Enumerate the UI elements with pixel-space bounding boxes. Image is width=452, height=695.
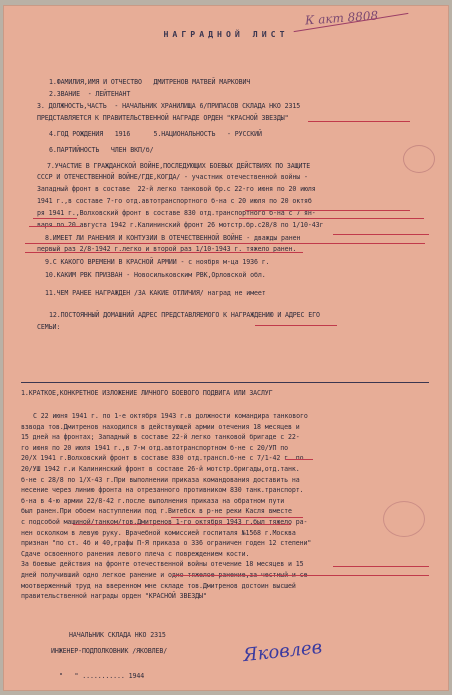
- header-field-h2: 2.ЗВАНИЕ - ЛЕЙТЕНАНТ: [49, 90, 131, 98]
- faint-stamp: [383, 501, 425, 537]
- underline-front-1: [245, 210, 410, 211]
- separator-line: [21, 382, 429, 383]
- underline-front-2: [33, 218, 77, 219]
- signatory-name: ИНЖЕНЕР-ПОДПОЛКОВНИК /ЯКОВЛЕВ/: [51, 647, 168, 655]
- header-field-h9: 9.С КАКОГО ВРЕМЕНИ В КРАСНОЙ АРМИИ - с ноября м-ца 1936 г.: [45, 258, 270, 266]
- header-field-h12: 12.ПОСТОЯННЫЙ ДОМАШНИЙ АДРЕС ПРЕДСТАВЛЯЕМОГО К НАГРАЖДЕНИЮ И АДРЕС ЕГО: [49, 311, 320, 319]
- merit-line: признан "по ст. 4б и 40,графы П-Я приказа о 336 ограничен годен 12 степени": [21, 539, 312, 548]
- header-field-h7e: ря 1941 г.,Волховский фронт в составе 830 отд.транспортного б-на с 7 ян-: [37, 209, 316, 217]
- merit-line: го июня по 20 июля 1941 г.,в 7-м отд.автотранспортном б-не с 20/УП по: [21, 443, 289, 452]
- merit-line: 20/УШ 1942 г.и Калининский фронт в составе 26-й мотстр.бригады,отд.танк.: [21, 465, 300, 473]
- header-field-h7b: СССР И ОТЕЧЕСТВЕННОЙ ВОЙНЕ/ГДЕ,КОГДА/ - участник отечественной войны -: [37, 173, 308, 181]
- underline-body-5: [173, 575, 429, 576]
- merit-line: был ранен.При обоем наступлении под г.Витебск в р-не реки Касля вместе: [21, 507, 292, 516]
- merit-line: правительственной награды орден "КРАСНОЙ ЗВЕЗДЫ": [21, 592, 207, 601]
- header-field-h8: 8.ИМЕЕТ ЛИ РАНЕНИЯ И КОНТУЗИИ В ОТЕЧЕСТВЕННОЙ ВОЙНЕ - дважды ранен: [45, 234, 301, 242]
- merit-line: взвода тов.Дмитренов находился в действующей армии отечения 18 месяцев и: [21, 422, 300, 431]
- merit-line: 15 дней на фронтах; Западный в составе 22-й легко танковой бригаде с 22-: [21, 433, 300, 442]
- header-field-h4: 4.ГОД РОЖДЕНИЯ 1916 5.НАЦИОНАЛЬНОСТЬ - РУССКИЙ: [49, 130, 262, 138]
- underline-front-4: [29, 226, 81, 227]
- merit-line: 20/Х 1941 г.Волховский фронт в составе 830 отд.трансп.б-не с 7/1-42 г. по: [21, 454, 304, 463]
- merit-line: Сдаче освоенного ранения левого плеча с повреждением кости.: [21, 549, 250, 558]
- merit-line: дней получивший одно легкое ранение и одно тяжелое ранение,за честный и сe: [21, 571, 308, 579]
- header-field-h7: 7.УЧАСТИЕ В ГРАЖДАНСКОЙ ВОЙНЕ,ПОСЛЕДУЮЩИХ БОЕВЫХ ДЕЙСТВИЯХ ПО ЗАЩИТЕ: [47, 162, 311, 170]
- underline-front-5: [333, 234, 429, 235]
- section-heading: 1.КРАТКОЕ,КОНКРЕТНОЕ ИЗЛОЖЕНИЕ ЛИЧНОГО БОЕВОГО ПОДВИГА ИЛИ ЗАСЛУГ: [21, 389, 273, 397]
- underline-wounds-1: [25, 243, 425, 244]
- award-underline: [308, 121, 410, 122]
- underline-body-2: [171, 517, 303, 518]
- underline-wounds-2: [25, 252, 303, 253]
- merit-line: моотверженный труд на вверенном мне складе тов.Дмитренов достоин высшей: [21, 581, 296, 590]
- document-title: НАГРАДНОЙ ЛИСТ: [163, 29, 289, 39]
- header-field-h7f: варя по 20 августа 1942 г.Калининский фронт 26 мотстр.бр.с28/8 по 1/10-43г: [37, 221, 324, 229]
- header-field-h7c: Западный фронт в составе 22-й легко танковой бр.с 22-го июня по 20 июля: [37, 185, 316, 193]
- merit-line: За боевые действия на фронте отечественной войны отечение 18 месяцев и 15: [21, 560, 304, 569]
- underline-body-3: [73, 524, 291, 525]
- header-field-h12b: СЕМЬИ:: [37, 323, 61, 331]
- header-field-h11: 11.ЧЕМ РАНЕЕ НАГРАЖДЕН /ЗА КАКИЕ ОТЛИЧИЯ/ наград не имеет: [45, 289, 266, 297]
- merit-line: С 22 июня 1941 г. по 1-е октября 1943 г.в должности командира танкового: [33, 412, 308, 420]
- underline-body-1: [285, 459, 313, 460]
- underline-front-3: [239, 218, 424, 219]
- award-sheet: [3, 5, 449, 691]
- faint-stamp: [403, 145, 435, 173]
- header-field-h8b: первый раз 2/8-1942 г.легко и второй раз 1/10-1943 г. тяжело ранен.: [37, 245, 297, 253]
- merit-line: с подсобой машиной/танком/тов.Дмитренов 1-го октября 1943 г.был тяжело ра-: [21, 518, 308, 526]
- header-field-h10: 10.КАКИМ РВК ПРИЗВАН - Новосильковским РВК,Орловской обл.: [45, 271, 266, 279]
- header-field-h6: 6.ПАРТИЙНОСТЬ ЧЛЕН ВКП/б/: [49, 146, 154, 154]
- signatory-position: НАЧАЛЬНИК СКЛАДА НКО 2315: [69, 631, 166, 639]
- merit-line: нен осколком в левую руку. Врачебной комиссией госпиталя №1568 г.Москва: [21, 528, 296, 537]
- header-field-h3b: ПРЕДСТАВЛЯЕТСЯ К ПРАВИТЕЛЬСТВЕННОЙ НАГРАДЕ ОРДЕН "КРАСНОЙ ЗВЕЗДЫ": [37, 114, 289, 122]
- header-field-h3: 3. ДОЛЖНОСТЬ,ЧАСТЬ - НАЧАЛЬНИК ХРАНИЛИЩА 6/ПРИПАСОВ СКЛАДА НКО 2315: [37, 102, 301, 110]
- signature: Яковлев: [242, 636, 324, 667]
- underline-awards: [255, 325, 337, 326]
- header-field-h1: 1.ФАМИЛИЯ,ИМЯ И ОТЧЕСТВО ДМИТРЕНОВ МАТВЕЙ МАРКОВИЧ: [49, 78, 251, 86]
- corner-note: К акт 8808: [304, 8, 379, 28]
- signature-date: " " ........... 1944: [59, 672, 145, 680]
- underline-body-4: [333, 566, 429, 567]
- merit-line: несение через линию фронта на отрезанного противником 830 танк.транспорт.: [21, 486, 304, 495]
- merit-line: б-не с 28/8 по 1/Х-43 г.При выполнении приказа командования доставить на: [21, 475, 300, 484]
- header-field-h7d: 1941 г.,в составе 7-го отд.автотранспортного б-на с 20 июля по 20 октяб: [37, 197, 312, 205]
- merit-line: б-на в 4-ю армии 22/8-42 г.после выполнения приказа на обратном пути: [21, 496, 285, 505]
